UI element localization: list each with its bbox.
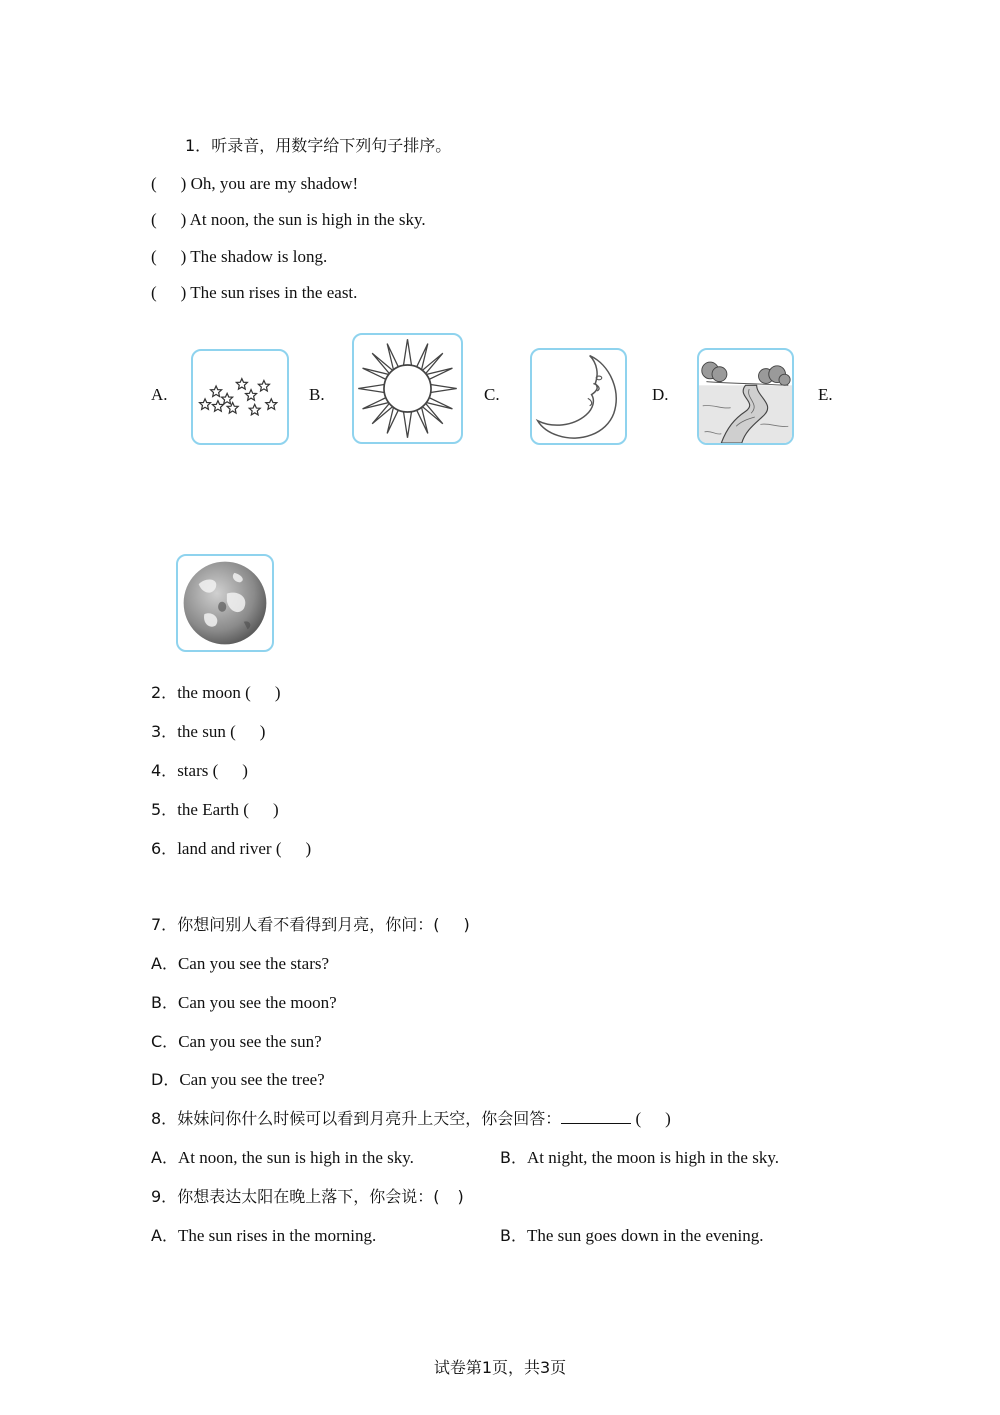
option-d: D．Can you see the tree? <box>151 1070 325 1089</box>
stars-picture <box>191 349 289 445</box>
option-b: B．At night, the moon is high in the sky. <box>500 1148 779 1167</box>
option-a: A．The sun rises in the morning. <box>151 1226 377 1245</box>
matching-question-2: 2．the moon ( ) <box>151 683 281 702</box>
page-footer: 试卷第1页，共3页 <box>433 1358 567 1377</box>
land-river-icon <box>699 350 792 443</box>
ordering-item: ( ) The sun rises in the east. <box>151 283 358 302</box>
earth-icon <box>178 556 272 650</box>
question-text: the Earth ( <box>177 800 249 819</box>
answer-blank <box>561 1109 631 1124</box>
question-number: 1． <box>185 136 212 155</box>
stars-icon <box>193 351 287 443</box>
matching-question-6: 6．land and river ( ) <box>151 839 312 858</box>
ordering-item: ( ) Oh, you are my shadow! <box>151 174 359 193</box>
option-a: A．Can you see the stars? <box>151 954 330 973</box>
sentence-text: The shadow is long. <box>190 247 328 266</box>
sun-picture <box>352 333 463 444</box>
picture-label-c: C. <box>484 385 500 404</box>
option-c: C．Can you see the sun? <box>151 1032 322 1051</box>
option-b: B．The sun goes down in the evening. <box>500 1226 764 1245</box>
question-8-prompt: 8．妹妹问你什么时候可以看到月亮升上天空，你会回答： ( ) <box>151 1109 671 1128</box>
question-text: 听录音，用数字给下列句子排序。 <box>211 136 452 155</box>
picture-label-e: E. <box>818 385 833 404</box>
question-1-prompt <box>185 136 451 156</box>
sentence-text: The sun rises in the east. <box>190 283 358 302</box>
question-text: land and river ( <box>177 839 282 858</box>
matching-question-5: 5．the Earth ( ) <box>151 800 279 819</box>
ordering-item: ( ) The shadow is long. <box>151 247 328 266</box>
picture-label-d: D. <box>652 385 669 404</box>
matching-question-4: 4．stars ( ) <box>151 761 248 780</box>
moon-icon <box>532 350 625 443</box>
question-9-prompt: 9．你想表达太阳在晚上落下，你会说：( ) <box>151 1187 464 1206</box>
sentence-text: Oh, you are my shadow! <box>190 174 359 193</box>
option-b: B．Can you see the moon? <box>151 993 337 1012</box>
picture-label-b: B. <box>309 385 325 404</box>
moon-picture <box>530 348 627 445</box>
sun-icon <box>354 335 461 442</box>
ordering-item: ( ) At noon, the sun is high in the sky. <box>151 210 426 229</box>
matching-question-3: 3．the sun ( ) <box>151 722 266 741</box>
land-river-picture <box>697 348 794 445</box>
option-a: A．At noon, the sun is high in the sky. <box>151 1148 414 1167</box>
sentence-text: At noon, the sun is high in the sky. <box>189 210 426 229</box>
question-7-prompt: 7．你想问别人看不看得到月亮，你问：( ) <box>151 915 470 934</box>
question-text: the moon ( <box>177 683 251 702</box>
picture-label-a: A. <box>151 385 168 404</box>
question-text: stars ( <box>177 761 219 780</box>
earth-picture <box>176 554 274 652</box>
question-text: the sun ( <box>177 722 236 741</box>
